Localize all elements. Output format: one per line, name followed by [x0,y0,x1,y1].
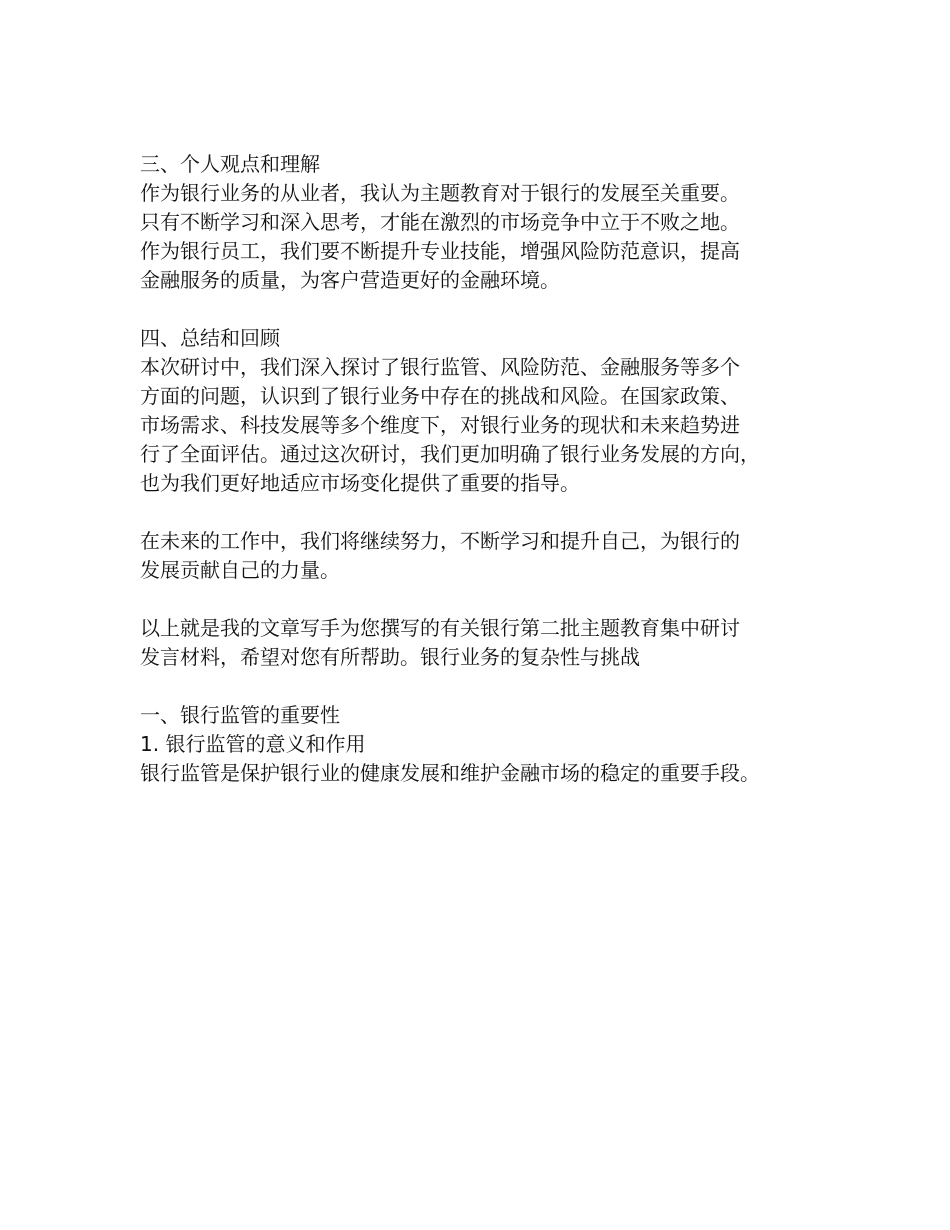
document-page [140,150,840,788]
paragraph-line: 本次研讨中，我们深入探讨了银行监管、风险防范、金融服务等多个 [140,355,740,379]
section-3-heading: 三、个人观点和理解 [140,152,320,176]
paragraph-line: 作为银行员工，我们要不断提升专业技能，增强风险防范意识，提高 [140,239,740,263]
paragraph-spacer [140,585,840,614]
paragraph-line: 金融服务的质量，为客户营造更好的金融环境。 [140,268,560,292]
paragraph-line: 行了全面评估。通过这次研讨，我们更加明确了银行业务发展的方向， [140,442,760,466]
paragraph-line: 市场需求、科技发展等多个维度下，对银行业务的现状和未来趋势进 [140,413,740,437]
paragraph-line: 发展贡献自己的力量。 [140,558,340,582]
paragraph-line: 只有不断学习和深入思考，才能在激烈的市场竞争中立于不败之地。 [140,210,740,234]
paragraph-spacer [140,295,840,324]
section-4-heading: 四、总结和回顾 [140,326,280,350]
paragraph-line: 也为我们更好地适应市场变化提供了重要的指导。 [140,471,580,495]
paragraph-line: 方面的问题，认识到了银行业务中存在的挑战和风险。在国家政策、 [140,384,740,408]
paragraph-spacer [140,672,840,701]
paragraph-line: 以上就是我的文章写手为您撰写的有关银行第二批主题教育集中研讨 [140,616,740,640]
paragraph-spacer [140,498,840,527]
paragraph-line: 在未来的工作中，我们将继续努力，不断学习和提升自己，为银行的 [140,529,740,553]
section-1-heading: 一、银行监管的重要性 [140,703,340,727]
subsection-heading: 1. 银行监管的意义和作用 [140,732,366,756]
paragraph-line: 发言材料，希望对您有所帮助。银行业务的复杂性与挑战 [140,645,640,669]
paragraph-line: 作为银行业务的从业者，我认为主题教育对于银行的发展至关重要。 [140,181,740,205]
paragraph-line: 银行监管是保护银行业的健康发展和维护金融市场的稳定的重要手段。 [140,761,760,785]
